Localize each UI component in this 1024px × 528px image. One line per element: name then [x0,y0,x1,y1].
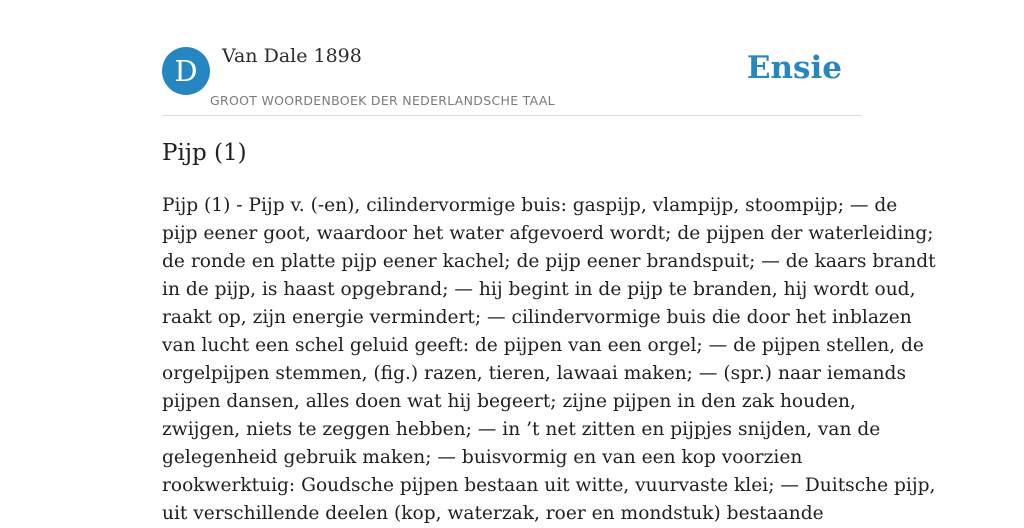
entry-body-line: gelegenheid gebruik maken; — buisvormig en van een kop voorzien [162,447,803,468]
entry-body-line: rookwerktuig: Goudsche pijpen bestaan uit witte, vuurvaste klei; — Duitsche pijp, [162,475,936,496]
entry-body-line: de ronde en platte pijp eener kachel; de pijp eener brandspuit; — de kaars brandt [162,251,936,272]
entry-body-line: pijp eener goot, waardoor het water afgevoerd wordt; de pijpen der waterleiding; [162,223,934,244]
dictionary-subtitle: GROOT WOORDENBOEK DER NEDERLANDSCHE TAAL [210,93,555,108]
entry-body-line: uit verschillende deelen (kop, waterzak, roer en mondstuk) bestaande [162,503,824,524]
entry-body-line: pijpen dansen, alles doen wat hij begeert; zijne pijpen in den zak houden, [162,391,856,412]
entry-body-line: Pijp (1) - Pijp v. (-en), cilindervormige buis: gaspijp, vlampijp, stoompijp; — de [162,195,898,216]
entry-card [162,0,936,524]
entry-body-line: raakt op, zijn energie vermindert; — cilindervormige buis die door het inblazen [162,307,912,328]
entry-body-line: zwijgen, niets te zeggen hebben; — in ’t net zitten en pijpjes snijden, van de [162,419,881,440]
brand-logo[interactable]: Ensie [746,50,842,86]
entry-body-line: orgelpijpen stemmen, (fig.) razen, tieren, lawaai maken; — (spr.) naar iemands [162,363,907,384]
dictionary-header [162,0,862,116]
entry-body-line: van lucht een schel geluid geeft: de pijpen van een orgel; — de pijpen stellen, de [162,335,924,356]
entry-body [162,192,936,528]
entry-heading: Pijp (1) [162,140,247,166]
dictionary-logo[interactable]: D [162,47,210,95]
entry-body-line: in de pijp, is haast opgebrand; — hij begint in de pijp te branden, hij wordt oud, [162,279,916,300]
dictionary-title[interactable]: Van Dale 1898 [222,45,362,67]
